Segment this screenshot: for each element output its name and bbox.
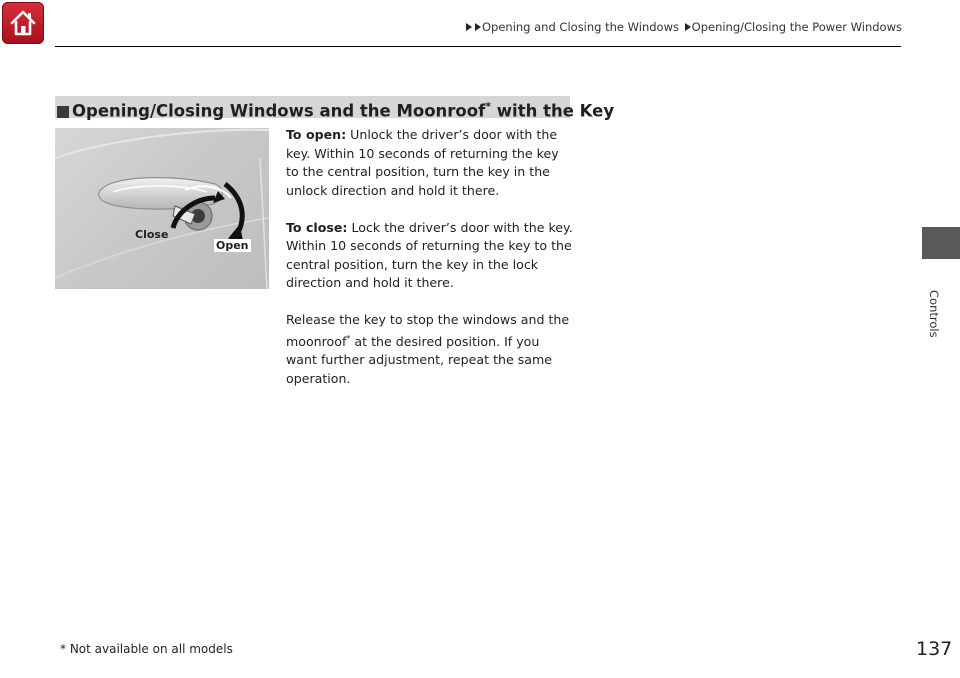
footnote: * Not available on all models — [60, 642, 233, 656]
to-close-paragraph — [286, 219, 574, 293]
page-number: 137 — [916, 638, 953, 660]
home-icon — [9, 8, 37, 38]
release-paragraph — [286, 311, 574, 388]
door-key-illustration — [55, 128, 269, 289]
header-divider — [55, 46, 901, 47]
to-close-lead: To close: — [286, 219, 348, 235]
release-text-a: Release the key to stop the windows and the moonroof — [286, 312, 570, 349]
to-open-paragraph — [286, 126, 574, 200]
breadcrumb — [464, 20, 902, 34]
door-handle-image — [55, 128, 269, 289]
section-heading — [55, 96, 615, 121]
close-label: Close — [135, 228, 169, 241]
to-open-text: Unlock the driver’s door with the key. Within 10 seconds of returning the key to the central position, turn the key in the unlock direction and hold it there. — [286, 127, 559, 198]
breadcrumb-arrow-icon — [466, 23, 472, 31]
instructions — [286, 126, 574, 407]
controls-tab[interactable] — [922, 227, 960, 259]
section-title-suffix: with the Key — [491, 101, 615, 121]
section-square-icon — [57, 106, 69, 118]
release-star: * — [346, 333, 351, 343]
open-label: Open — [216, 239, 249, 252]
release-text-b: at the desired position. If you want further adjustment, repeat the same operation. — [286, 333, 553, 386]
breadcrumb-arrow-icon — [685, 23, 691, 31]
home-button[interactable] — [2, 2, 44, 44]
section-title: Opening/Closing Windows and the Moonroof — [72, 101, 486, 121]
breadcrumb-current: Opening/Closing the Power Windows — [691, 20, 902, 34]
to-close-text: Lock the driver’s door with the key. Within 10 seconds of returning the key to the central position, turn the key in the lock direction and hold it there. — [286, 219, 573, 290]
breadcrumb-link-windows[interactable]: Opening and Closing the Windows — [481, 20, 679, 34]
to-open-lead: To open: — [286, 127, 347, 142]
section-title-star: * — [485, 100, 492, 113]
breadcrumb-arrow-icon — [475, 23, 481, 31]
side-tab-label: Controls — [927, 290, 941, 338]
